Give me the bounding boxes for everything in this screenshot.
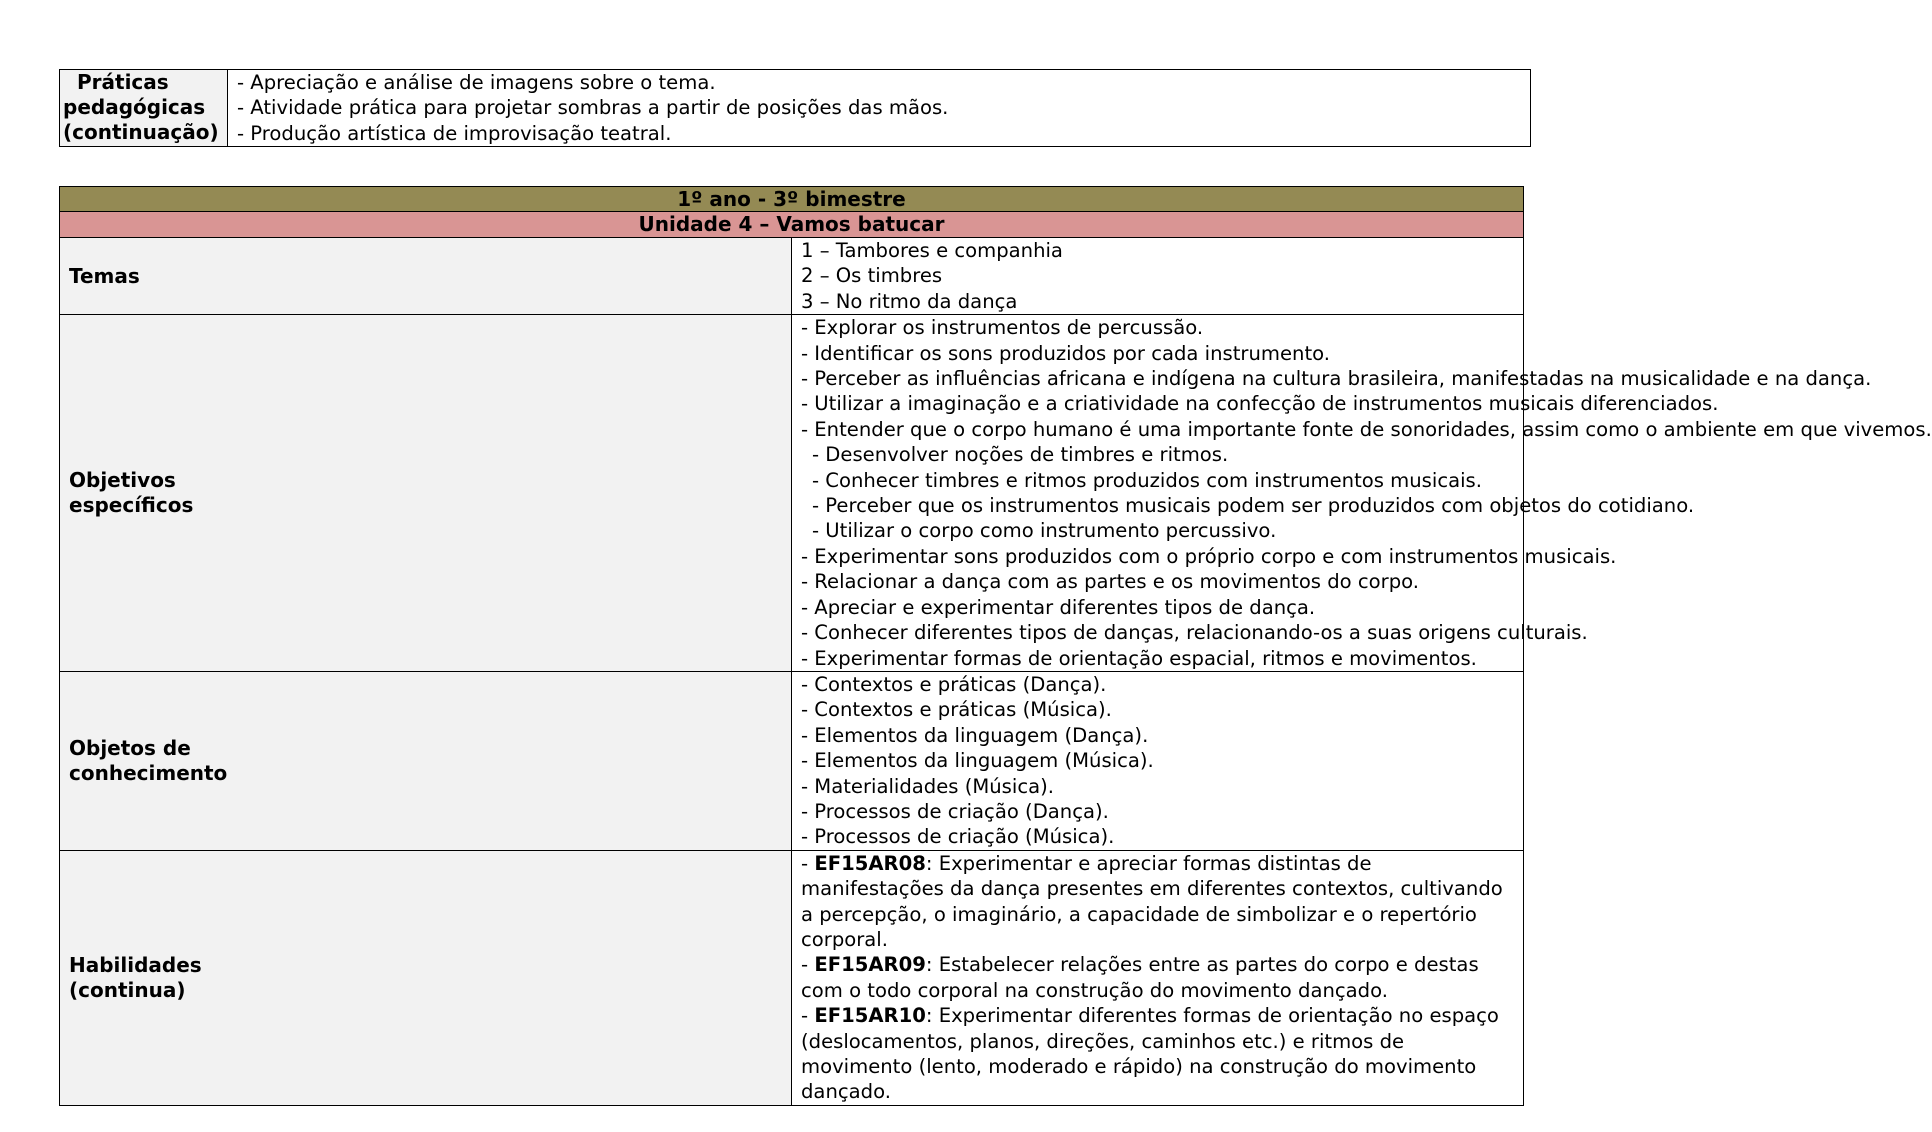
list-item: - Elementos da linguagem (Música). [801, 749, 1154, 773]
list-item: - Conhecer timbres e ritmos produzidos com instrumentos musicais. [812, 468, 1482, 492]
praticas-row [60, 70, 1531, 147]
objetivos-content [792, 315, 1932, 672]
list-item: - Utilizar a imaginação e a criatividade na confecção de instrumentos musicais diferenciados. [801, 392, 1719, 416]
skill-code: EF15AR08 [814, 851, 926, 875]
label-line: Temas [69, 263, 140, 288]
praticas-table [59, 69, 1531, 147]
label-line: Práticas [77, 70, 169, 94]
list-item: - Apreciar e experimentar diferentes tipos de dança. [801, 595, 1316, 619]
habilidades-label [60, 850, 792, 1105]
label-line: Objetos de [69, 735, 191, 760]
praticas-label [60, 70, 228, 147]
header-year: 1º ano - 3º bimestre [60, 187, 1524, 212]
objetos-content [792, 671, 1524, 850]
list-item: 1 – Tambores e companhia [801, 239, 1063, 262]
list-item: - Perceber que os instrumentos musicais podem ser produzidos com objetos do cotidiano. [812, 494, 1695, 518]
label-line: conhecimento [69, 760, 228, 785]
list-item: - Experimentar formas de orientação espacial, ritmos e movimentos. [801, 646, 1477, 670]
header-year-row [60, 187, 1524, 212]
praticas-content [228, 70, 1531, 147]
list-item: - Identificar os sons produzidos por cada instrumento. [801, 341, 1330, 365]
list-item: - Relacionar a dança com as partes e os movimentos do corpo. [801, 570, 1420, 594]
header-unit: Unidade 4 – Vamos batucar [60, 212, 1524, 238]
skill-text: : Experimentar diferentes formas de orientação no espaço (deslocamentos, planos, direções, caminhos etc.) e ritmos de movimento (lento, moderado e rápido) na construção do movimento dançado. [801, 1004, 1499, 1104]
habilidades-row [60, 850, 1524, 1105]
label-line: Habilidades [69, 952, 202, 977]
list-item: - Atividade prática para projetar sombras a partir de posições das mãos. [237, 96, 949, 120]
list-item: - Apreciação e análise de imagens sobre o tema. [237, 71, 716, 94]
list-item: - Processos de criação (Dança). [801, 799, 1109, 823]
list-item: - Utilizar o corpo como instrumento percussivo. [812, 519, 1277, 543]
label-line: (continua) [69, 977, 186, 1002]
list-item: - Processos de criação (Música). [801, 825, 1115, 849]
list-item: - Conhecer diferentes tipos de danças, relacionando-os a suas origens culturais. [801, 621, 1588, 645]
unit-table [59, 186, 1932, 1106]
list-item: - Produção artística de improvisação teatral. [237, 121, 672, 145]
list-item: - Experimentar sons produzidos com o próprio corpo e com instrumentos musicais. [801, 544, 1617, 568]
temas-row [60, 238, 1524, 315]
temas-content [792, 238, 1524, 315]
skill-code: EF15AR09 [814, 953, 926, 977]
header-unit-row [60, 212, 1524, 238]
objetivos-row [60, 315, 1524, 672]
label-line: pedagógicas [63, 95, 206, 119]
list-item: - Elementos da linguagem (Dança). [801, 723, 1149, 747]
list-item: - EF15AR08: Experimentar e apreciar formas distintas de manifestações da dança presentes em diferentes contextos, cultivando a percepção, o imaginário, a capacidade de simbolizar e o repertório corporal. [801, 851, 1503, 951]
skill-text: : Estabelecer relações entre as partes do corpo e destas com o todo corporal na construção do movimento dançado. [801, 953, 1479, 1002]
skill-text: : Experimentar e apreciar formas distintas de manifestações da dança presentes em diferentes contextos, cultivando a percepção, o imaginário, a capacidade de simbolizar e o repertório corporal. [801, 851, 1503, 951]
objetos-label [60, 671, 792, 850]
list-item: - Perceber as influências africana e indígena na cultura brasileira, manifestadas na musicalidade e na dança. [801, 367, 1872, 391]
temas-label [60, 238, 792, 315]
list-item: - Contextos e práticas (Música). [801, 698, 1112, 722]
skill-code: EF15AR10 [814, 1004, 926, 1028]
habilidades-content [792, 850, 1524, 1105]
list-item: - Desenvolver noções de timbres e ritmos. [812, 443, 1229, 467]
list-item: - Explorar os instrumentos de percussão. [801, 316, 1204, 340]
objetivos-label [60, 315, 792, 672]
label-line: específicos [69, 493, 194, 518]
label-line: Objetivos [69, 468, 176, 493]
list-item: - Entender que o corpo humano é uma importante fonte de sonoridades, assim como o ambiente em que vivemos. [801, 417, 1932, 441]
objetos-row [60, 671, 1524, 850]
list-item: - Materialidades (Música). [801, 774, 1054, 798]
label-line: (continuação) [63, 120, 219, 144]
list-item: - EF15AR09: Estabelecer relações entre as partes do corpo e destas com o todo corporal na construção do movimento dançado. [801, 953, 1479, 1002]
list-item: - EF15AR10: Experimentar diferentes formas de orientação no espaço (deslocamentos, planos, direções, caminhos etc.) e ritmos de movimento (lento, moderado e rápido) na construção do movimento dançado. [801, 1004, 1499, 1104]
list-item: 3 – No ritmo da dança [801, 289, 1018, 313]
list-item: - Contextos e práticas (Dança). [801, 672, 1107, 696]
list-item: 2 – Os timbres [801, 264, 943, 288]
